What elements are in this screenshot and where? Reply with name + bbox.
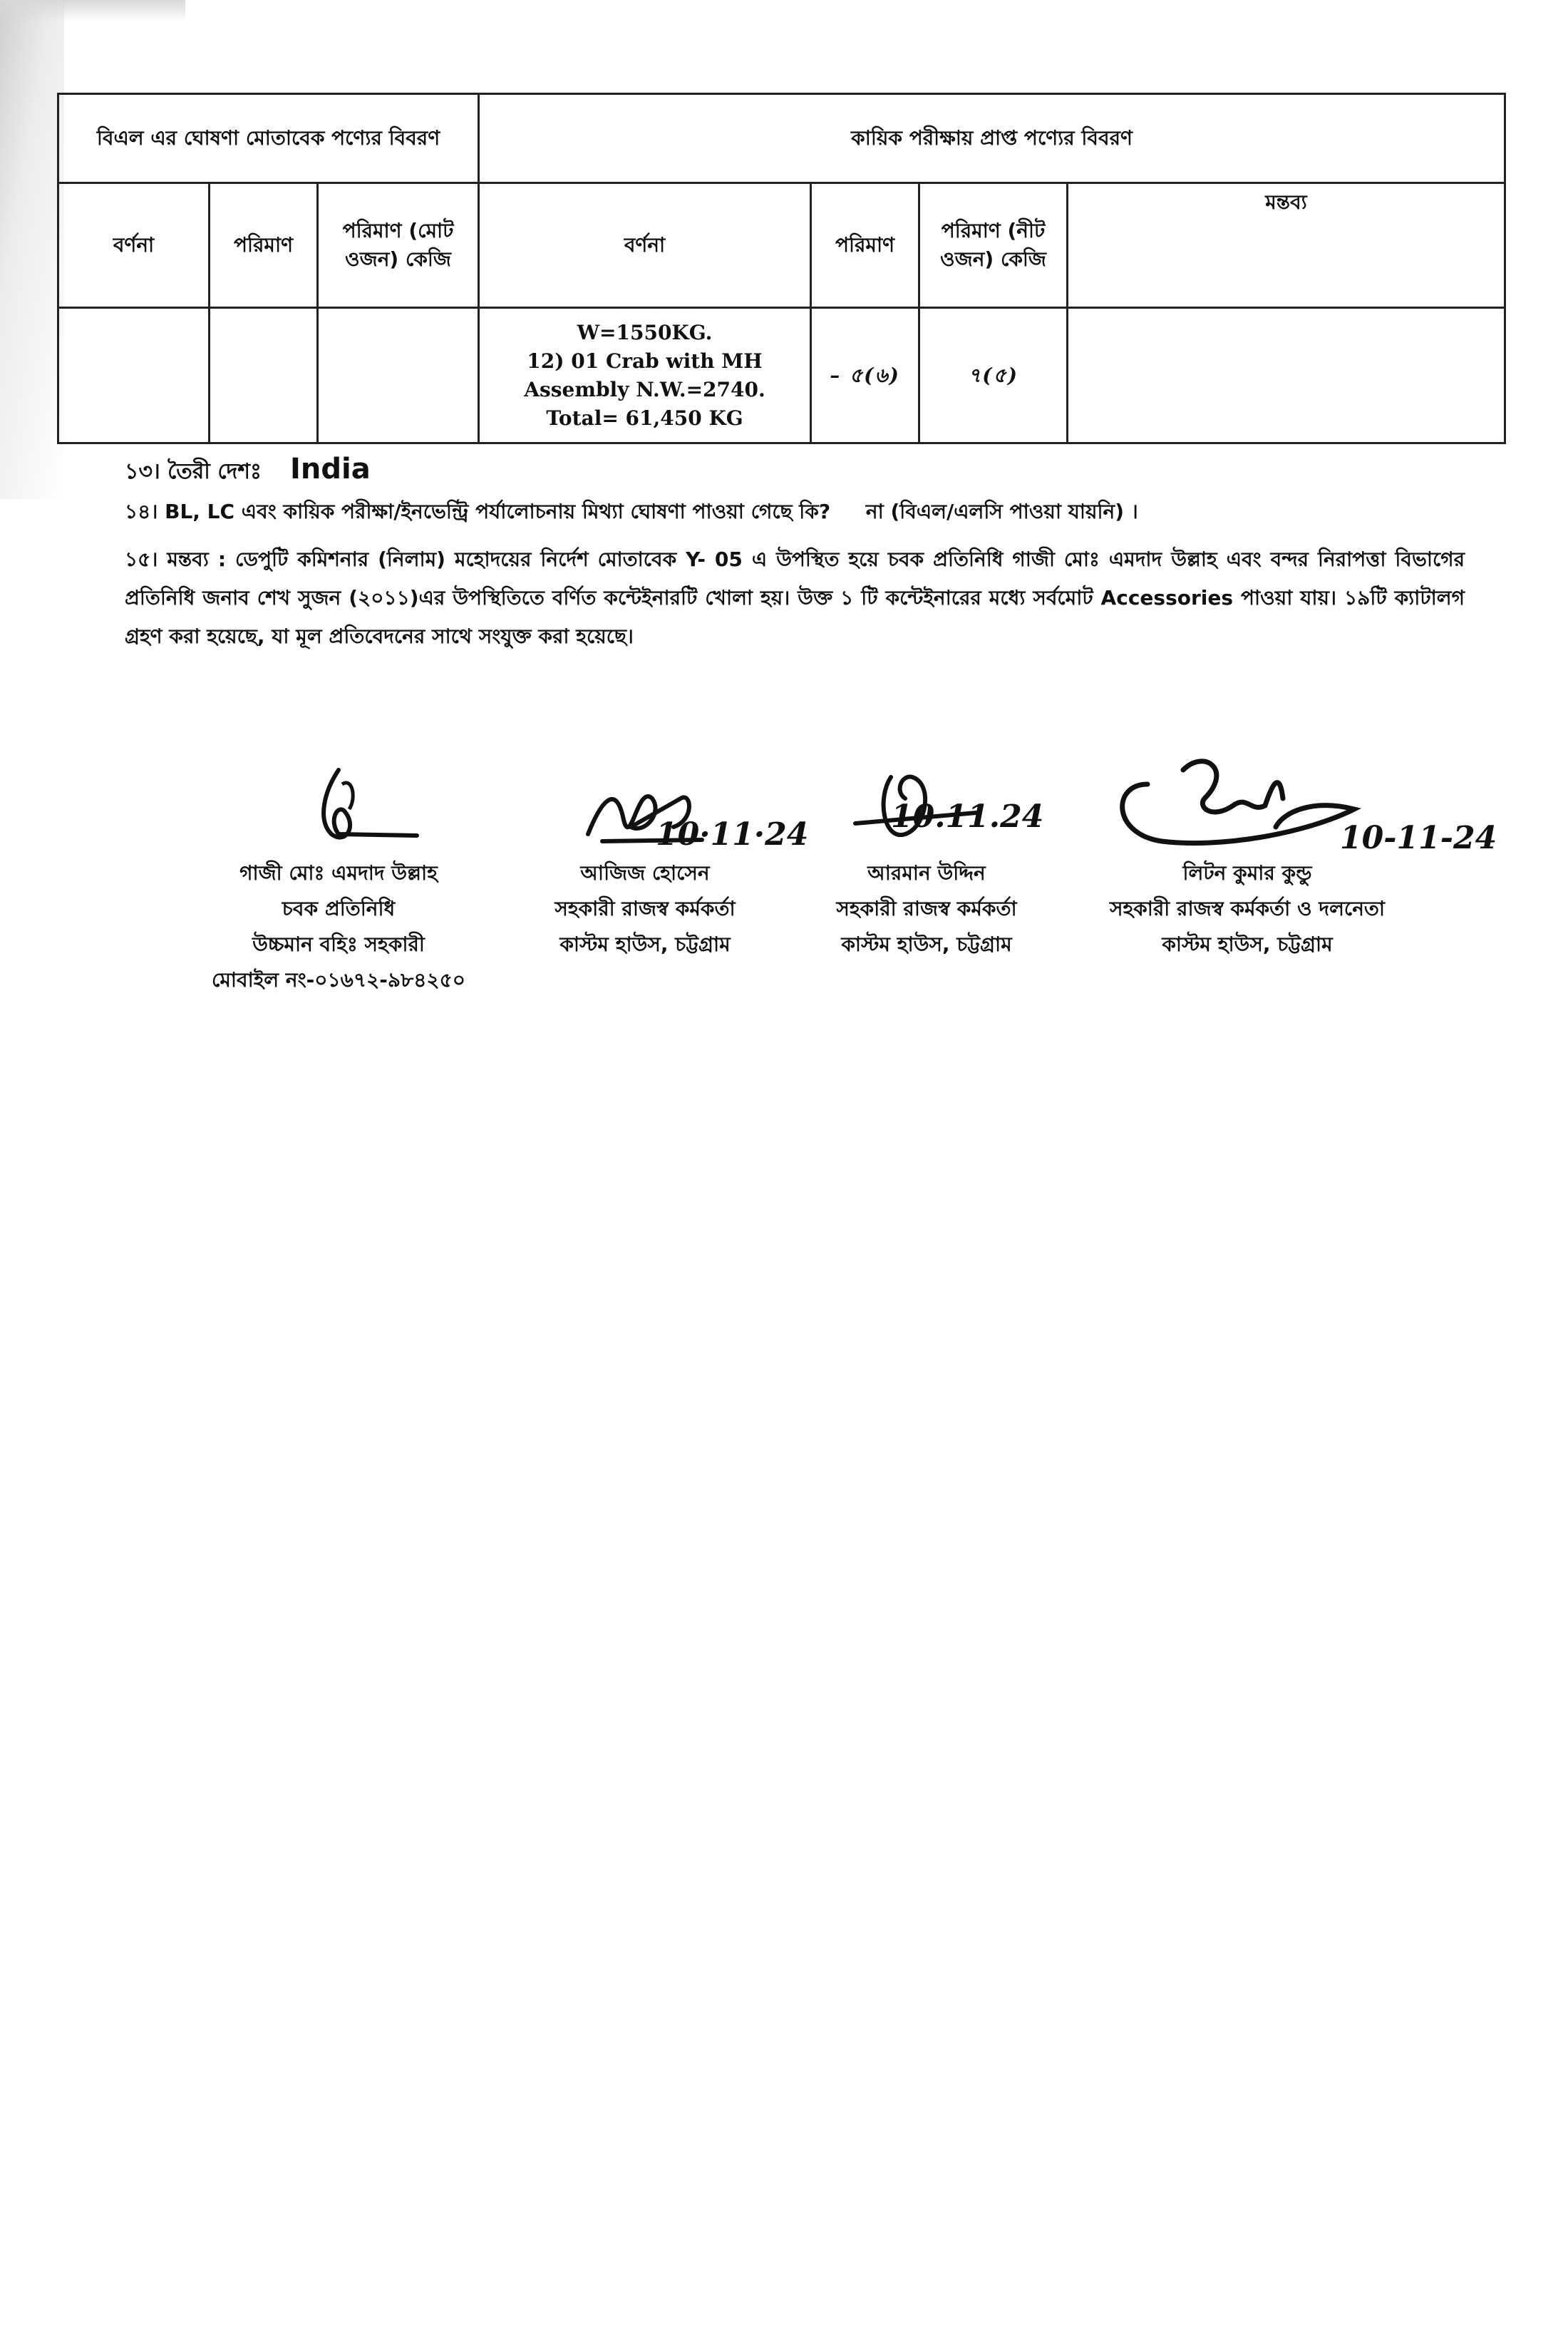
cell-remarks	[1068, 308, 1505, 443]
item-15-remarks: ১৫। মন্তব্য : ডেপুটি কমিশনার (নিলাম) মহোদয়ের নির্দেশ মোতাবেক Y- 05 এ উপস্থিত হয়ে চবক প্রতিনিধি গাজী মোঃ এমদাদ উল্লাহ এবং বন্দর নিরাপত্তা বিভাগের প্রতিনিধি জনাব শেখ সুজন (২০১১)এর উপস্থিতিতে বর্ণিত কন্টেইনারটি খোলা হয়। উক্ত ১ টি কন্টেইনারের মধ্যে সর্বমোট Accessories পাওয়া যায়। ১৯টি ক্যাটালগ গ্রহণ করা হয়েছে, যা মূল প্রতিবেদনের সাথে সংযুক্ত করা হয়েছে।	[125, 548, 1465, 648]
signatory-office: উচ্চমান বহিঃ সহকারী	[252, 933, 425, 956]
signatory-role: সহকারী রাজস্ব কর্মকর্তা ও দলনেতা	[1109, 897, 1386, 920]
signatory-block	[791, 756, 1062, 962]
desc-line: Total= 61,450 KG	[546, 406, 743, 430]
signatory-office: কাস্টম হাউস, চট্টগ্রাম	[559, 933, 731, 956]
cell-found-quantity: – ৫(৬)	[811, 308, 919, 443]
signatory-block	[524, 756, 766, 962]
col-found-quantity: পরিমাণ	[811, 183, 919, 308]
signature-image	[171, 756, 506, 856]
signature-date: 10·11·24	[656, 816, 809, 853]
item-13-country	[125, 449, 1465, 492]
signature-date: 10-11-24	[1340, 820, 1497, 856]
page-top-shadow	[0, 0, 185, 21]
cell-bl-weight	[318, 308, 479, 443]
item-14-false-declaration	[125, 492, 1465, 532]
cell-found-weight: ৭(৫)	[919, 308, 1068, 443]
signatory-name: গাজী মোঃ এমদাদ উল্লাহ	[239, 861, 438, 885]
col-remarks: মন্তব্য	[1068, 183, 1505, 308]
question-text: ১৪। BL, LC এবং কায়িক পরীক্ষা/ইনভেন্ট্রি পর্যালোচনায় মিথ্যা ঘোষণা পাওয়া গেছে কি?	[125, 500, 831, 523]
signatory-role: সহকারী রাজস্ব কর্মকর্তা	[555, 897, 736, 920]
signature-date: 10.11.24	[891, 798, 1044, 835]
signatory-mobile: মোবাইল নং-০১৬৭২-৯৮৪২৫০	[212, 968, 465, 992]
goods-description-table	[57, 93, 1506, 444]
signatory-role: সহকারী রাজস্ব কর্মকর্তা	[836, 897, 1017, 920]
signatory-office: কাস্টম হাউস, চট্টগ্রাম	[841, 933, 1012, 956]
cell-bl-quantity	[210, 308, 318, 443]
header-bl-declared: বিএল এর ঘোষণা মোতাবেক পণ্যের বিবরণ	[58, 94, 479, 183]
signatory-office: কাস্টম হাউস, চট্টগ্রাম	[1162, 933, 1333, 956]
cell-found-description	[479, 308, 811, 443]
col-bl-weight: পরিমাণ (মোট ওজন) কেজি	[318, 183, 479, 308]
col-bl-quantity: পরিমাণ	[210, 183, 318, 308]
col-found-description: বর্ণনা	[479, 183, 811, 308]
col-found-weight: পরিমাণ (নীট ওজন) কেজি	[919, 183, 1068, 308]
col-bl-description: বর্ণনা	[58, 183, 210, 308]
desc-line: Assembly N.W.=2740.	[524, 377, 765, 401]
signatory-block	[171, 756, 506, 998]
answer-text: না (বিএল/এলসি পাওয়া যায়নি) ।	[865, 500, 1138, 523]
signatory-name: আরমান উদ্দিন	[867, 861, 986, 885]
signatory-role: চবক প্রতিনিধি	[282, 897, 396, 920]
desc-line: W=1550KG.	[577, 320, 713, 344]
page-edge-shadow	[0, 0, 64, 499]
table-row	[58, 308, 1505, 443]
signatory-name: আজিজ হোসেন	[580, 861, 710, 885]
signatory-block	[1055, 756, 1440, 962]
country-value: India	[290, 453, 371, 486]
country-label: ১৩। তৈরী দেশঃ	[125, 459, 262, 484]
cell-bl-description	[58, 308, 210, 443]
header-physical-exam: কায়িক পরীক্ষায় প্রাপ্ত পণ্যের বিবরণ	[479, 94, 1505, 183]
desc-line: 12) 01 Crab with MH	[527, 349, 763, 373]
signatory-name: লিটন কুমার কুন্ডু	[1182, 861, 1312, 885]
